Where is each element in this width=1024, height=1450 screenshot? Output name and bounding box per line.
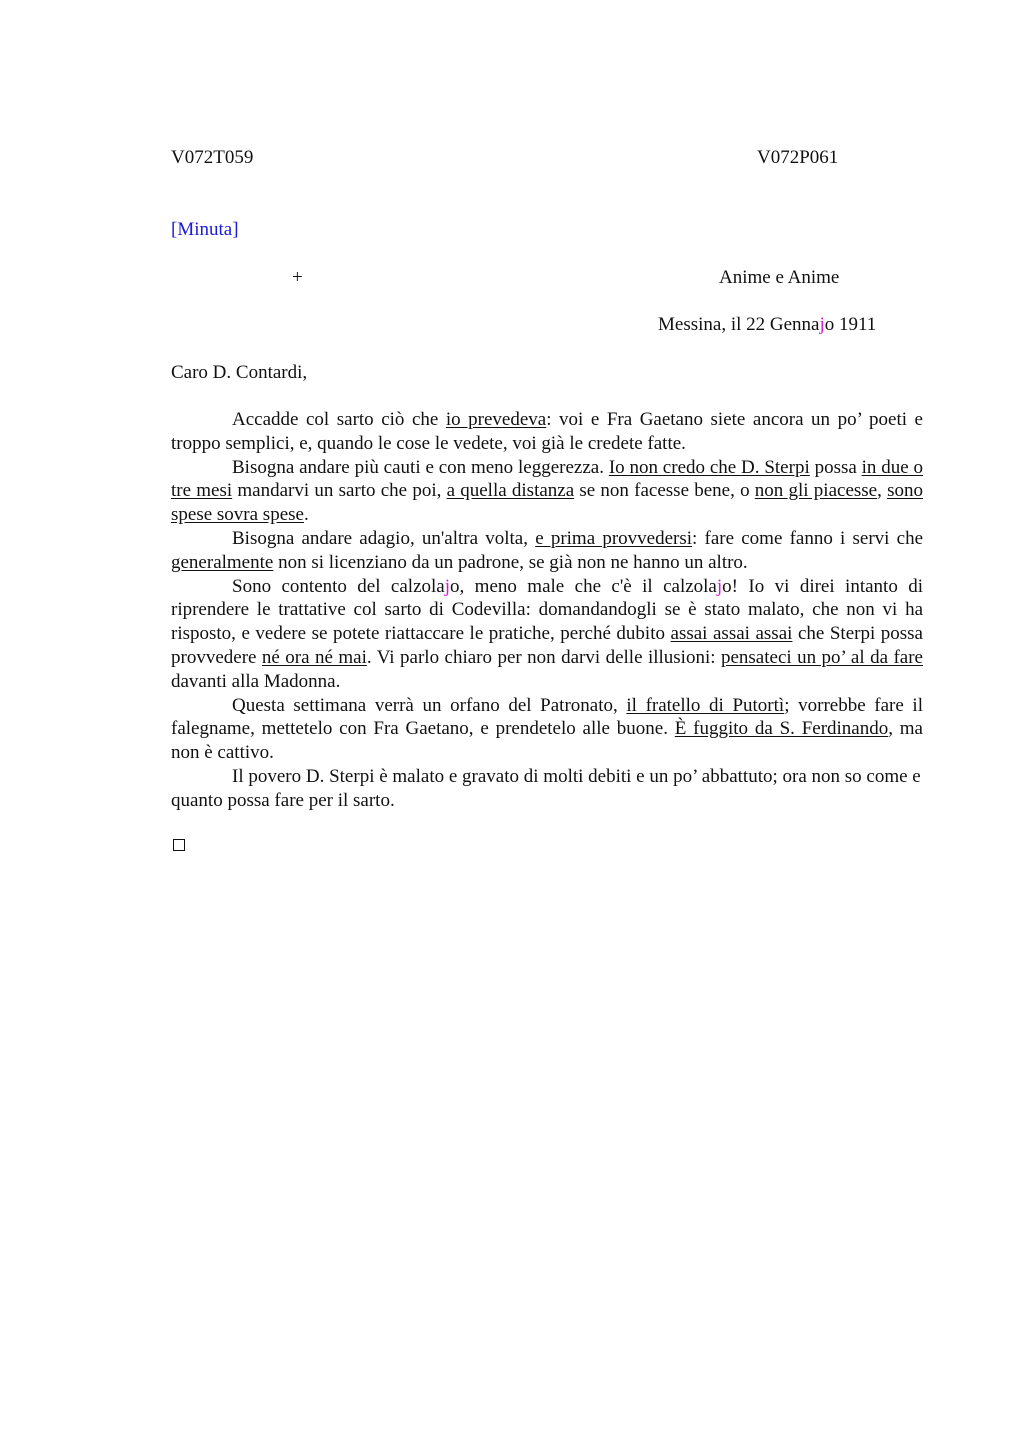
empty-square-icon — [173, 839, 185, 851]
underlined-phrase: il fratello di Putortì — [626, 694, 785, 716]
dateline-before: Messina, il 22 Genna — [658, 314, 820, 335]
underlined-phrase: io prevedeva — [445, 409, 547, 430]
underlined-phrase: e prima provvedersi — [535, 527, 693, 549]
motto-heading: Anime e Anime — [719, 267, 840, 288]
underlined-phrase: assai assai assai — [670, 623, 793, 645]
underlined-phrase: non gli piacesse — [754, 480, 878, 502]
editorial-letter: j — [716, 575, 723, 597]
text-run: possa — [809, 456, 862, 478]
text-run: Il povero D. Sterpi è malato e gravato di molti debiti e un po’ abbattuto; ora non so come e quanto possa fare per il sarto. — [171, 765, 921, 811]
document-code-right: V072P061 — [757, 147, 839, 168]
letter-paragraph — [171, 765, 923, 813]
letter-paragraph — [171, 527, 923, 575]
minuta-label: [Minuta] — [171, 219, 239, 240]
underlined-phrase: generalmente — [171, 551, 274, 573]
text-run: : voi e Fra Gaetano siete ancora un po’ poeti e troppo semplici, e, quando le cose le vedete, voi già le credete fatte. — [171, 409, 923, 454]
text-run: Bisogna andare più cauti e con meno leggerezza. — [232, 456, 609, 478]
text-run: non si licenziano da un padrone, se già non ne hanno un altro. — [273, 551, 748, 573]
document-code-left: V072T059 — [171, 147, 254, 168]
cross-mark: + — [292, 267, 303, 288]
text-run: : fare come fanno i servi che — [692, 527, 923, 549]
letter-paragraph — [171, 456, 923, 527]
text-run: se non facesse bene, o — [574, 480, 755, 502]
text-run: o! Io vi direi intanto di riprendere le trattative col sarto di Codevilla: domandandogli se è stato malato, che non vi ha risposto, e vedere se potete riattaccare le pratiche, perché dubito — [171, 575, 924, 645]
underlined-phrase: sono spese sovra spese — [171, 480, 923, 526]
letter-paragraph — [171, 694, 923, 765]
text-run: ; vorrebbe fare il falegname, mettetelo con Fra Gaetano, e prendetelo alle buone. — [171, 694, 923, 740]
dateline-after: o 1911 — [824, 314, 877, 335]
letter-paragraph — [171, 408, 923, 456]
letter-body — [171, 408, 923, 813]
underlined-phrase: È fuggito da S. Ferdinando — [674, 718, 889, 740]
text-run: . — [303, 504, 309, 526]
text-run: o, meno male che c'è il calzola — [450, 575, 717, 597]
text-run: mandarvi un sarto che poi, — [232, 480, 447, 502]
dateline-editorial-letter: j — [819, 314, 825, 335]
underlined-phrase: a quella distanza — [446, 480, 575, 502]
underlined-phrase: Io non credo che D. Sterpi — [608, 456, 810, 478]
text-run: Accadde col sarto ciò che — [232, 409, 446, 430]
underlined-phrase: né ora né mai — [261, 646, 367, 668]
editorial-letter: j — [444, 575, 451, 597]
dateline — [658, 313, 876, 337]
underlined-phrase: in due o tre mesi — [171, 456, 924, 502]
text-run: davanti alla Madonna. — [171, 670, 341, 692]
letter-paragraph — [171, 575, 923, 694]
text-run: che Sterpi possa provvedere — [171, 623, 923, 668]
text-run: , — [877, 480, 888, 502]
salutation: Caro D. Contardi, — [171, 362, 308, 383]
text-run: , ma non è cattivo. — [171, 718, 923, 764]
text-run: Questa settimana verrà un orfano del Patronato, — [232, 694, 627, 716]
text-run: Sono contento del calzola — [232, 575, 445, 597]
underlined-phrase: pensateci un po’ al da fare — [720, 646, 923, 668]
text-run: . Vi parlo chiaro per non darvi delle illusioni: — [366, 646, 721, 668]
text-run: Bisogna andare adagio, un'altra volta, — [232, 527, 536, 549]
